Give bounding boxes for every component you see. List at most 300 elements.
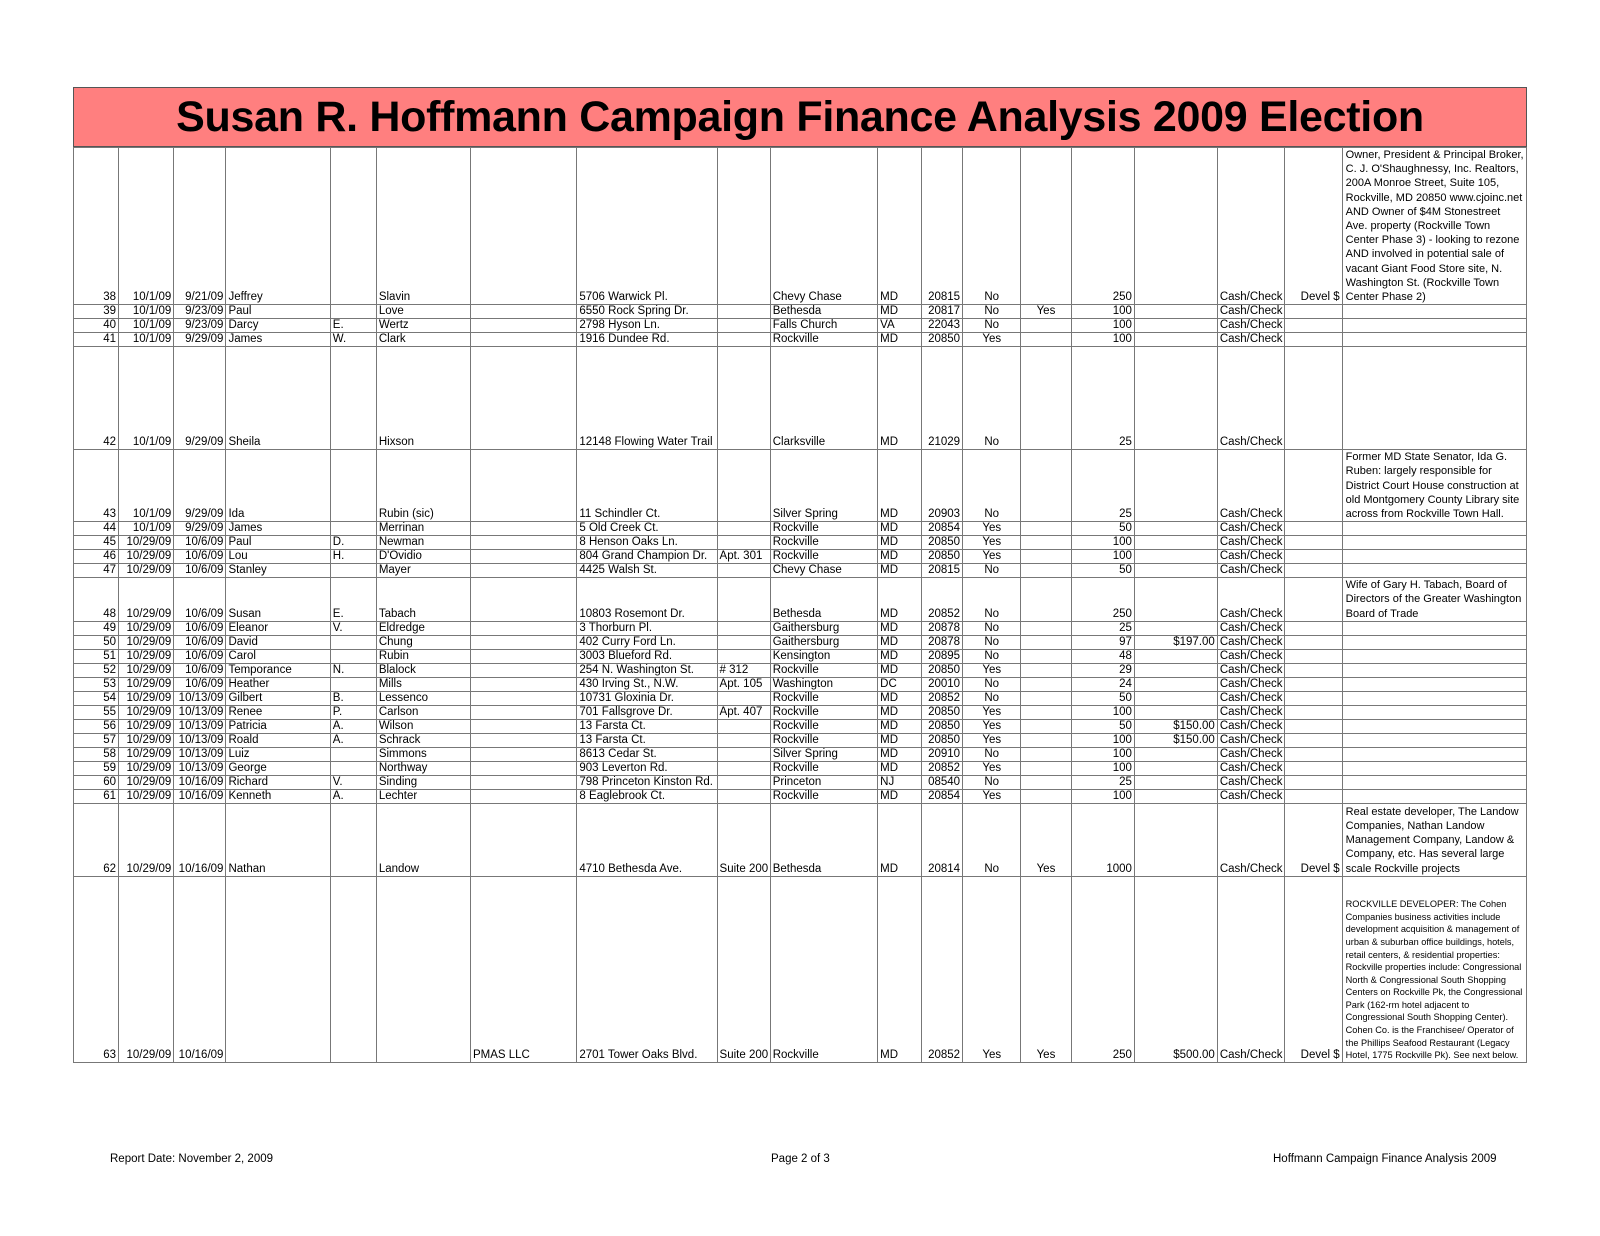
cell-num: 58 — [74, 747, 119, 761]
cell-addr1: 5706 Warwick Pl. — [577, 148, 717, 305]
cell-amount: 100 — [1071, 319, 1134, 333]
cell-date: 10/6/09 — [174, 564, 226, 578]
cell-org — [470, 775, 576, 789]
cell-report: 10/1/09 — [119, 148, 174, 305]
cell-col14 — [1021, 536, 1071, 550]
cell-devel — [1285, 347, 1342, 450]
cell-city: Bethesda — [770, 578, 877, 622]
cell-zip: 20815 — [922, 564, 963, 578]
cell-addr1: 3003 Blueford Rd. — [577, 649, 717, 663]
cell-first — [226, 876, 330, 1062]
cell-first: Jeffrey — [226, 148, 330, 305]
cell-addr2: Suite 200 — [717, 876, 770, 1062]
cell-mi — [330, 803, 376, 876]
cell-resident: Yes — [963, 536, 1021, 550]
cell-method: Cash/Check — [1217, 789, 1285, 803]
cell-note — [1342, 649, 1526, 663]
cell-method: Cash/Check — [1217, 876, 1285, 1062]
cell-mi — [330, 522, 376, 536]
cell-col14 — [1021, 747, 1071, 761]
cell-addr2 — [717, 333, 770, 347]
cell-first: George — [226, 761, 330, 775]
cell-note — [1342, 691, 1526, 705]
cell-state: MD — [878, 578, 922, 622]
cell-state: MD — [878, 536, 922, 550]
cell-report: 10/29/09 — [119, 719, 174, 733]
cell-last: Chung — [376, 635, 470, 649]
cell-agg — [1134, 536, 1217, 550]
cell-devel: Devel $ — [1285, 876, 1342, 1062]
cell-first: Nathan — [226, 803, 330, 876]
cell-report: 10/29/09 — [119, 705, 174, 719]
table-row — [74, 536, 1527, 550]
cell-date: 10/6/09 — [174, 621, 226, 635]
cell-state: MD — [878, 148, 922, 305]
cell-org — [470, 450, 576, 522]
cell-num: 51 — [74, 649, 119, 663]
cell-date: 10/13/09 — [174, 747, 226, 761]
cell-state: MD — [878, 635, 922, 649]
cell-city: Chevy Chase — [770, 564, 877, 578]
cell-last: Mills — [376, 677, 470, 691]
cell-amount: 25 — [1071, 347, 1134, 450]
cell-amount: 50 — [1071, 691, 1134, 705]
cell-last: Landow — [376, 803, 470, 876]
cell-addr2: Apt. 407 — [717, 705, 770, 719]
cell-city: Chevy Chase — [770, 148, 877, 305]
cell-mi — [330, 635, 376, 649]
cell-method: Cash/Check — [1217, 621, 1285, 635]
cell-agg — [1134, 450, 1217, 522]
cell-last: Newman — [376, 536, 470, 550]
cell-zip: 20910 — [922, 747, 963, 761]
cell-addr2 — [717, 578, 770, 622]
cell-city: Rockville — [770, 705, 877, 719]
cell-date: 10/13/09 — [174, 761, 226, 775]
cell-city: Falls Church — [770, 319, 877, 333]
cell-note — [1342, 333, 1526, 347]
cell-date: 9/29/09 — [174, 450, 226, 522]
cell-date: 10/13/09 — [174, 705, 226, 719]
cell-addr1: 10803 Rosemont Dr. — [577, 578, 717, 622]
cell-report: 10/1/09 — [119, 450, 174, 522]
cell-addr1: 12148 Flowing Water Trail — [577, 347, 717, 450]
cell-num: 50 — [74, 635, 119, 649]
cell-col14 — [1021, 705, 1071, 719]
cell-date: 10/6/09 — [174, 578, 226, 622]
cell-devel — [1285, 564, 1342, 578]
cell-method: Cash/Check — [1217, 649, 1285, 663]
cell-amount: 50 — [1071, 564, 1134, 578]
cell-devel: Devel $ — [1285, 803, 1342, 876]
cell-col14 — [1021, 663, 1071, 677]
cell-addr1: 4425 Walsh St. — [577, 564, 717, 578]
cell-devel — [1285, 621, 1342, 635]
cell-mi — [330, 347, 376, 450]
cell-last: Sinding — [376, 775, 470, 789]
cell-resident: No — [963, 691, 1021, 705]
cell-col14 — [1021, 775, 1071, 789]
cell-addr2 — [717, 635, 770, 649]
cell-method: Cash/Check — [1217, 319, 1285, 333]
cell-addr2 — [717, 789, 770, 803]
cell-amount: 100 — [1071, 761, 1134, 775]
cell-mi: A. — [330, 733, 376, 747]
cell-resident: No — [963, 305, 1021, 319]
cell-first: Heather — [226, 677, 330, 691]
cell-date: 10/6/09 — [174, 536, 226, 550]
cell-report: 10/29/09 — [119, 733, 174, 747]
table-row — [74, 450, 1527, 522]
cell-amount: 1000 — [1071, 803, 1134, 876]
cell-org: PMAS LLC — [470, 876, 576, 1062]
cell-amount: 24 — [1071, 677, 1134, 691]
cell-last: Rubin — [376, 649, 470, 663]
cell-report: 10/29/09 — [119, 691, 174, 705]
cell-zip: 08540 — [922, 775, 963, 789]
cell-city: Gaithersburg — [770, 621, 877, 635]
cell-city: Clarksville — [770, 347, 877, 450]
cell-agg: $500.00 — [1134, 876, 1217, 1062]
cell-zip: 20878 — [922, 635, 963, 649]
cell-state: MD — [878, 705, 922, 719]
cell-addr2 — [717, 564, 770, 578]
cell-resident: Yes — [963, 663, 1021, 677]
table-row — [74, 691, 1527, 705]
cell-addr2 — [717, 450, 770, 522]
cell-city: Rockville — [770, 691, 877, 705]
cell-agg — [1134, 649, 1217, 663]
cell-report: 10/29/09 — [119, 649, 174, 663]
cell-amount: 250 — [1071, 876, 1134, 1062]
cell-note — [1342, 663, 1526, 677]
cell-state: MD — [878, 876, 922, 1062]
cell-agg — [1134, 347, 1217, 450]
cell-first: Kenneth — [226, 789, 330, 803]
cell-col14 — [1021, 319, 1071, 333]
cell-num: 49 — [74, 621, 119, 635]
cell-report: 10/29/09 — [119, 803, 174, 876]
cell-mi — [330, 747, 376, 761]
cell-org — [470, 347, 576, 450]
cell-city: Rockville — [770, 761, 877, 775]
cell-note: Wife of Gary H. Tabach, Board of Directors of the Greater Washington Board of Trade — [1342, 578, 1526, 622]
cell-resident: Yes — [963, 761, 1021, 775]
cell-last: Carlson — [376, 705, 470, 719]
cell-method: Cash/Check — [1217, 733, 1285, 747]
cell-addr2 — [717, 319, 770, 333]
cell-method: Cash/Check — [1217, 747, 1285, 761]
cell-state: MD — [878, 522, 922, 536]
cell-org — [470, 761, 576, 775]
cell-city: Rockville — [770, 663, 877, 677]
cell-addr1: 13 Farsta Ct. — [577, 719, 717, 733]
cell-state: MD — [878, 761, 922, 775]
cell-date: 9/29/09 — [174, 333, 226, 347]
cell-addr2 — [717, 649, 770, 663]
cell-addr2 — [717, 536, 770, 550]
cell-first: James — [226, 522, 330, 536]
cell-amount: 25 — [1071, 450, 1134, 522]
cell-addr2 — [717, 305, 770, 319]
cell-note — [1342, 550, 1526, 564]
cell-addr1: 8 Henson Oaks Ln. — [577, 536, 717, 550]
cell-last: Rubin (sic) — [376, 450, 470, 522]
cell-org — [470, 522, 576, 536]
cell-devel — [1285, 719, 1342, 733]
cell-amount: 48 — [1071, 649, 1134, 663]
cell-report: 10/1/09 — [119, 319, 174, 333]
cell-agg: $150.00 — [1134, 733, 1217, 747]
cell-method: Cash/Check — [1217, 305, 1285, 319]
cell-zip: 20850 — [922, 550, 963, 564]
cell-zip: 22043 — [922, 319, 963, 333]
cell-amount: 100 — [1071, 550, 1134, 564]
cell-note — [1342, 564, 1526, 578]
cell-first: Ida — [226, 450, 330, 522]
cell-resident: Yes — [963, 733, 1021, 747]
footer-report-name: Hoffmann Campaign Finance Analysis 2009 — [1273, 1153, 1497, 1165]
cell-resident: No — [963, 747, 1021, 761]
cell-addr2 — [717, 621, 770, 635]
cell-num: 52 — [74, 663, 119, 677]
cell-note — [1342, 705, 1526, 719]
cell-num: 61 — [74, 789, 119, 803]
cell-amount: 97 — [1071, 635, 1134, 649]
cell-amount: 250 — [1071, 148, 1134, 305]
cell-amount: 100 — [1071, 789, 1134, 803]
cell-amount: 100 — [1071, 733, 1134, 747]
cell-agg — [1134, 775, 1217, 789]
table-row — [74, 148, 1527, 305]
cell-agg — [1134, 789, 1217, 803]
cell-col14 — [1021, 148, 1071, 305]
cell-addr1: 701 Fallsgrove Dr. — [577, 705, 717, 719]
cell-amount: 50 — [1071, 522, 1134, 536]
cell-amount: 50 — [1071, 719, 1134, 733]
cell-state: MD — [878, 347, 922, 450]
cell-org — [470, 649, 576, 663]
cell-addr2 — [717, 148, 770, 305]
cell-date: 10/13/09 — [174, 733, 226, 747]
cell-org — [470, 719, 576, 733]
cell-addr2: # 312 — [717, 663, 770, 677]
cell-report: 10/29/09 — [119, 621, 174, 635]
cell-addr1: 13 Farsta Ct. — [577, 733, 717, 747]
cell-mi: V. — [330, 621, 376, 635]
cell-report: 10/29/09 — [119, 536, 174, 550]
cell-mi — [330, 450, 376, 522]
cell-col14 — [1021, 450, 1071, 522]
cell-org — [470, 663, 576, 677]
cell-org — [470, 789, 576, 803]
cell-devel — [1285, 775, 1342, 789]
cell-mi: H. — [330, 550, 376, 564]
cell-first: Roald — [226, 733, 330, 747]
cell-report: 10/1/09 — [119, 522, 174, 536]
cell-mi: V. — [330, 775, 376, 789]
cell-note — [1342, 347, 1526, 450]
cell-method: Cash/Check — [1217, 550, 1285, 564]
cell-city: Rockville — [770, 333, 877, 347]
cell-org — [470, 564, 576, 578]
cell-agg — [1134, 803, 1217, 876]
cell-addr2 — [717, 719, 770, 733]
contributions-table — [73, 147, 1527, 1063]
cell-city: Kensington — [770, 649, 877, 663]
cell-addr1: 3 Thorburn Pl. — [577, 621, 717, 635]
cell-org — [470, 148, 576, 305]
cell-addr2 — [717, 747, 770, 761]
cell-note — [1342, 719, 1526, 733]
cell-resident: Yes — [963, 789, 1021, 803]
cell-zip: 20850 — [922, 733, 963, 747]
cell-city: Princeton — [770, 775, 877, 789]
cell-resident: No — [963, 347, 1021, 450]
cell-org — [470, 550, 576, 564]
cell-first: Patricia — [226, 719, 330, 733]
cell-state: MD — [878, 450, 922, 522]
cell-col14: Yes — [1021, 803, 1071, 876]
cell-date: 10/16/09 — [174, 775, 226, 789]
cell-org — [470, 319, 576, 333]
cell-method: Cash/Check — [1217, 803, 1285, 876]
cell-num: 38 — [74, 148, 119, 305]
cell-state: MD — [878, 649, 922, 663]
cell-mi: A. — [330, 789, 376, 803]
cell-first: Gilbert — [226, 691, 330, 705]
cell-resident: No — [963, 564, 1021, 578]
cell-devel — [1285, 663, 1342, 677]
cell-num: 46 — [74, 550, 119, 564]
cell-devel — [1285, 761, 1342, 775]
cell-date: 9/23/09 — [174, 319, 226, 333]
cell-zip: 20850 — [922, 536, 963, 550]
cell-method: Cash/Check — [1217, 691, 1285, 705]
cell-method: Cash/Check — [1217, 677, 1285, 691]
cell-addr1: 903 Leverton Rd. — [577, 761, 717, 775]
cell-num: 43 — [74, 450, 119, 522]
cell-resident: Yes — [963, 705, 1021, 719]
cell-city: Gaithersburg — [770, 635, 877, 649]
cell-col14 — [1021, 719, 1071, 733]
cell-last: Simmons — [376, 747, 470, 761]
cell-zip: 20852 — [922, 578, 963, 622]
report-title: Susan R. Hoffmann Campaign Finance Analysis 2009 Election — [73, 87, 1527, 147]
table-row — [74, 803, 1527, 876]
cell-city: Rockville — [770, 719, 877, 733]
cell-zip: 21029 — [922, 347, 963, 450]
table-row — [74, 333, 1527, 347]
cell-date: 10/6/09 — [174, 550, 226, 564]
cell-method: Cash/Check — [1217, 347, 1285, 450]
cell-resident: No — [963, 450, 1021, 522]
cell-amount: 250 — [1071, 578, 1134, 622]
cell-devel — [1285, 536, 1342, 550]
cell-col14 — [1021, 564, 1071, 578]
cell-state: MD — [878, 733, 922, 747]
cell-first: Darcy — [226, 319, 330, 333]
cell-addr2: Apt. 105 — [717, 677, 770, 691]
table-row — [74, 649, 1527, 663]
cell-date: 10/6/09 — [174, 649, 226, 663]
cell-devel — [1285, 450, 1342, 522]
cell-col14 — [1021, 733, 1071, 747]
cell-col14 — [1021, 761, 1071, 775]
cell-report: 10/1/09 — [119, 333, 174, 347]
cell-resident: No — [963, 677, 1021, 691]
cell-num: 54 — [74, 691, 119, 705]
cell-state: DC — [878, 677, 922, 691]
cell-agg — [1134, 677, 1217, 691]
cell-devel — [1285, 578, 1342, 622]
cell-last: Merrinan — [376, 522, 470, 536]
cell-org — [470, 733, 576, 747]
cell-org — [470, 803, 576, 876]
cell-first: Sheila — [226, 347, 330, 450]
cell-num: 41 — [74, 333, 119, 347]
cell-num: 39 — [74, 305, 119, 319]
cell-date: 9/29/09 — [174, 522, 226, 536]
cell-devel — [1285, 733, 1342, 747]
cell-note — [1342, 775, 1526, 789]
cell-city: Bethesda — [770, 803, 877, 876]
cell-report: 10/29/09 — [119, 578, 174, 622]
cell-num: 48 — [74, 578, 119, 622]
cell-col14: Yes — [1021, 876, 1071, 1062]
cell-devel — [1285, 305, 1342, 319]
cell-state: MD — [878, 305, 922, 319]
cell-amount: 100 — [1071, 705, 1134, 719]
cell-num: 62 — [74, 803, 119, 876]
cell-agg — [1134, 522, 1217, 536]
cell-devel — [1285, 319, 1342, 333]
cell-num: 56 — [74, 719, 119, 733]
cell-org — [470, 578, 576, 622]
cell-amount: 100 — [1071, 747, 1134, 761]
cell-resident: No — [963, 775, 1021, 789]
cell-city: Silver Spring — [770, 450, 877, 522]
cell-state: MD — [878, 564, 922, 578]
cell-col14 — [1021, 347, 1071, 450]
cell-first: Stanley — [226, 564, 330, 578]
cell-mi: P. — [330, 705, 376, 719]
cell-report: 10/29/09 — [119, 550, 174, 564]
cell-report: 10/29/09 — [119, 564, 174, 578]
cell-agg — [1134, 663, 1217, 677]
cell-num: 42 — [74, 347, 119, 450]
cell-state: MD — [878, 691, 922, 705]
cell-mi: D. — [330, 536, 376, 550]
cell-zip: 20854 — [922, 789, 963, 803]
cell-note — [1342, 522, 1526, 536]
cell-date: 10/16/09 — [174, 876, 226, 1062]
cell-first: Luiz — [226, 747, 330, 761]
cell-date: 10/6/09 — [174, 635, 226, 649]
cell-note — [1342, 761, 1526, 775]
cell-resident: Yes — [963, 522, 1021, 536]
cell-report: 10/29/09 — [119, 876, 174, 1062]
table-row — [74, 635, 1527, 649]
cell-first: Carol — [226, 649, 330, 663]
cell-mi — [330, 677, 376, 691]
cell-addr1: 10731 Gloxinia Dr. — [577, 691, 717, 705]
table-row — [74, 305, 1527, 319]
cell-method: Cash/Check — [1217, 761, 1285, 775]
cell-org — [470, 691, 576, 705]
cell-state: MD — [878, 663, 922, 677]
cell-mi — [330, 305, 376, 319]
